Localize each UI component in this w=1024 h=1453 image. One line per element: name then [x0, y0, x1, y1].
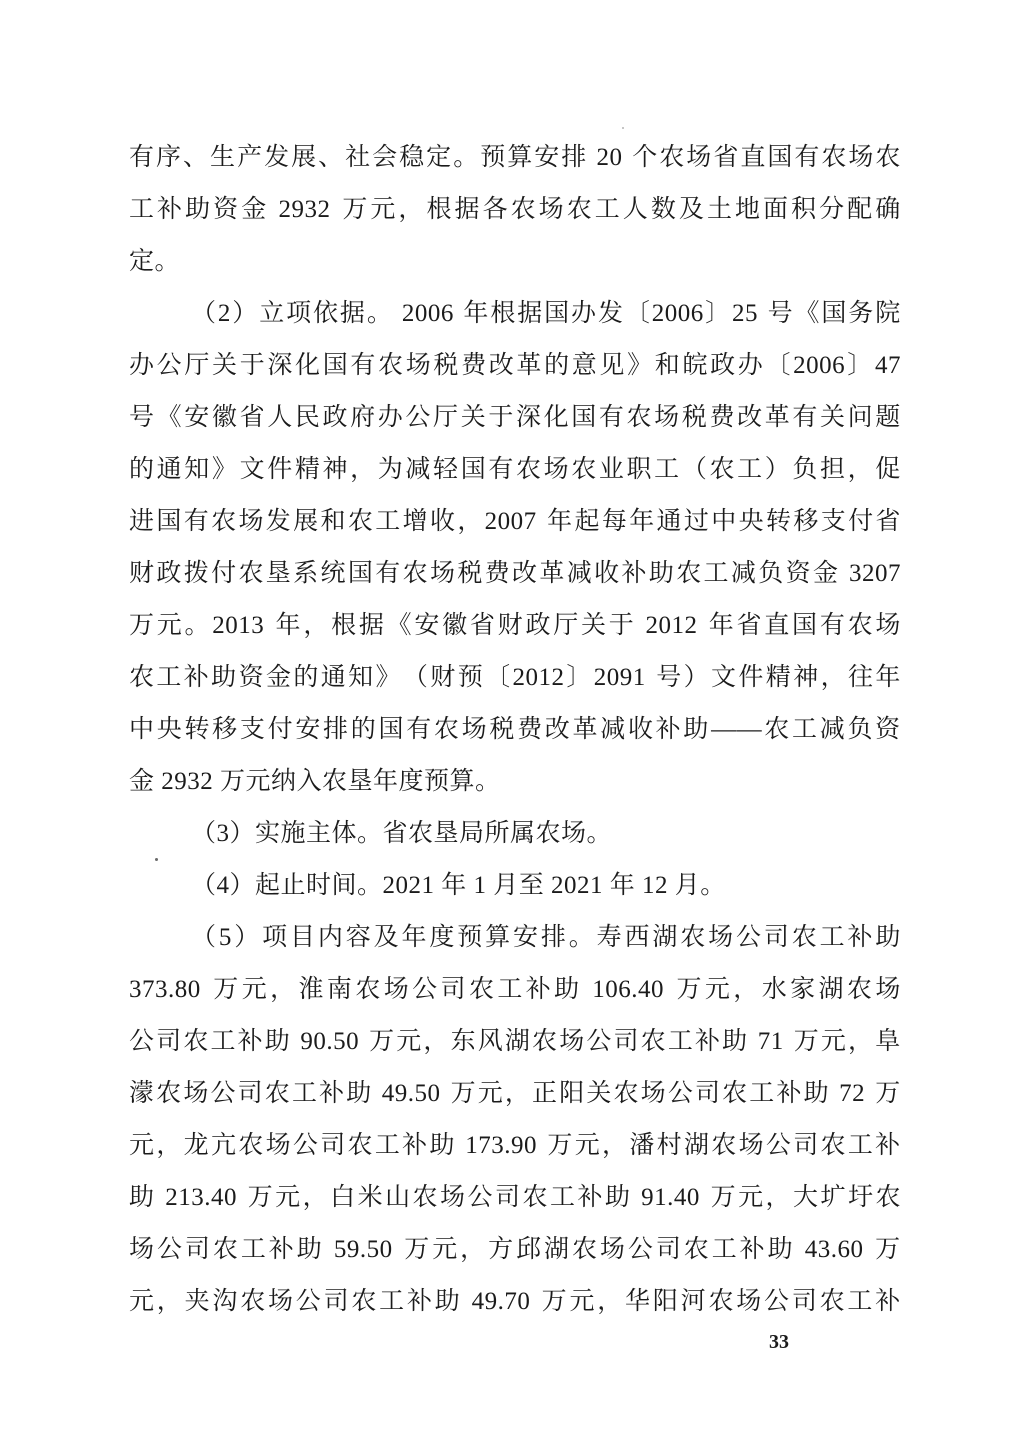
scan-speck	[622, 127, 624, 129]
text-line: 号 《 安 徽 省 人 民 政 府 办 公 厅 关 于 深 化 国 有 农 场 税 费 改 革 有 关 问 题	[129, 404, 901, 431]
text-line: 场 公 司 农 工 补 助 59.50 万 元 ， 方 邱 湖 农 场 公 司 农 工 补 助 43.60 万	[129, 1236, 901, 1263]
paragraph	[129, 288, 901, 808]
paragraph	[129, 860, 901, 912]
paragraph	[129, 808, 901, 860]
text-line: 濛 农 场 公 司 农 工 补 助 49.50 万 元 ， 正 阳 关 农 场 公 司 农 工 补 助 72 万	[129, 1080, 901, 1107]
text-line: （ 2 ） 立 项 依 据 。 2006 年 根 据 国 办 发 〔 2006 〕 25 号 《 国 务 院	[191, 300, 901, 327]
text-line: （ 5 ） 项 目 内 容 及 年 度 预 算 安 排 。 寿 西 湖 农 场 公 司 农 工 补 助	[191, 924, 901, 951]
text-line: 元 ， 夹 沟 农 场 公 司 农 工 补 助 49.70 万 元 ， 华 阳 河 农 场 公 司 农 工 补	[129, 1288, 901, 1315]
paragraph	[129, 132, 901, 288]
text-line: 进 国 有 农 场 发 展 和 农 工 增 收 ， 2007 年 起 每 年 通 过 中 央 转 移 支 付 省	[129, 508, 901, 535]
text-line: 元 ， 龙 亢 农 场 公 司 农 工 补 助 173.90 万 元 ， 潘 村 湖 农 场 公 司 农 工 补	[129, 1132, 901, 1159]
text-line: （4）起止时间。2021 年 1 月至 2021 年 12 月。	[191, 872, 726, 899]
text-line: 373.80 万 元 ， 淮 南 农 场 公 司 农 工 补 助 106.40 万 元 ， 水 家 湖 农 场	[129, 976, 901, 1003]
text-line: 财 政 拨 付 农 垦 系 统 国 有 农 场 税 费 改 革 减 收 补 助 农 工 减 负 资 金 3207	[129, 560, 901, 587]
page-number: 33	[769, 1331, 789, 1353]
text-line: 助 213.40 万 元 ， 白 米 山 农 场 公 司 农 工 补 助 91.40 万 元 ， 大 圹 圩 农	[129, 1184, 901, 1211]
text-line: 的 通 知 》 文 件 精 神 ， 为 减 轻 国 有 农 场 农 业 职 工 （ 农 工 ） 负 担 ， 促	[129, 456, 901, 483]
text-line: 定。	[129, 248, 181, 275]
text-line: 办 公 厅 关 于 深 化 国 有 农 场 税 费 改 革 的 意 见 》 和 皖 政 办 〔 2006 〕 47	[129, 352, 901, 379]
text-line: 中 央 转 移 支 付 安 排 的 国 有 农 场 税 费 改 革 减 收 补 助 —— 农 工 减 负 资	[129, 716, 901, 743]
text-line: 万 元 。 2013 年 ， 根 据 《 安 徽 省 财 政 厅 关 于 2012 年 省 直 国 有 农 场	[129, 612, 901, 639]
text-line: 农 工 补 助 资 金 的 通 知 》 （ 财 预 〔 2012 〕 2091 号 ） 文 件 精 神 ， 往 年	[129, 664, 901, 691]
scan-speck	[155, 858, 158, 861]
text-line: 金 2932 万元纳入农垦年度预算。	[129, 768, 501, 795]
text-line: 公 司 农 工 补 助 90.50 万 元 ， 东 风 湖 农 场 公 司 农 工 补 助 71 万 元 ， 阜	[129, 1028, 901, 1055]
text-line: 工 补 助 资 金 2932 万 元 ， 根 据 各 农 场 农 工 人 数 及 土 地 面 积 分 配 确	[129, 196, 901, 223]
text-line: 有 序 、 生 产 发 展 、 社 会 稳 定 。 预 算 安 排 20 个 农 场 省 直 国 有 农 场 农	[129, 144, 901, 171]
text-line: （3）实施主体。省农垦局所属农场。	[191, 820, 613, 847]
document-body	[129, 132, 901, 1328]
paragraph	[129, 912, 901, 1328]
